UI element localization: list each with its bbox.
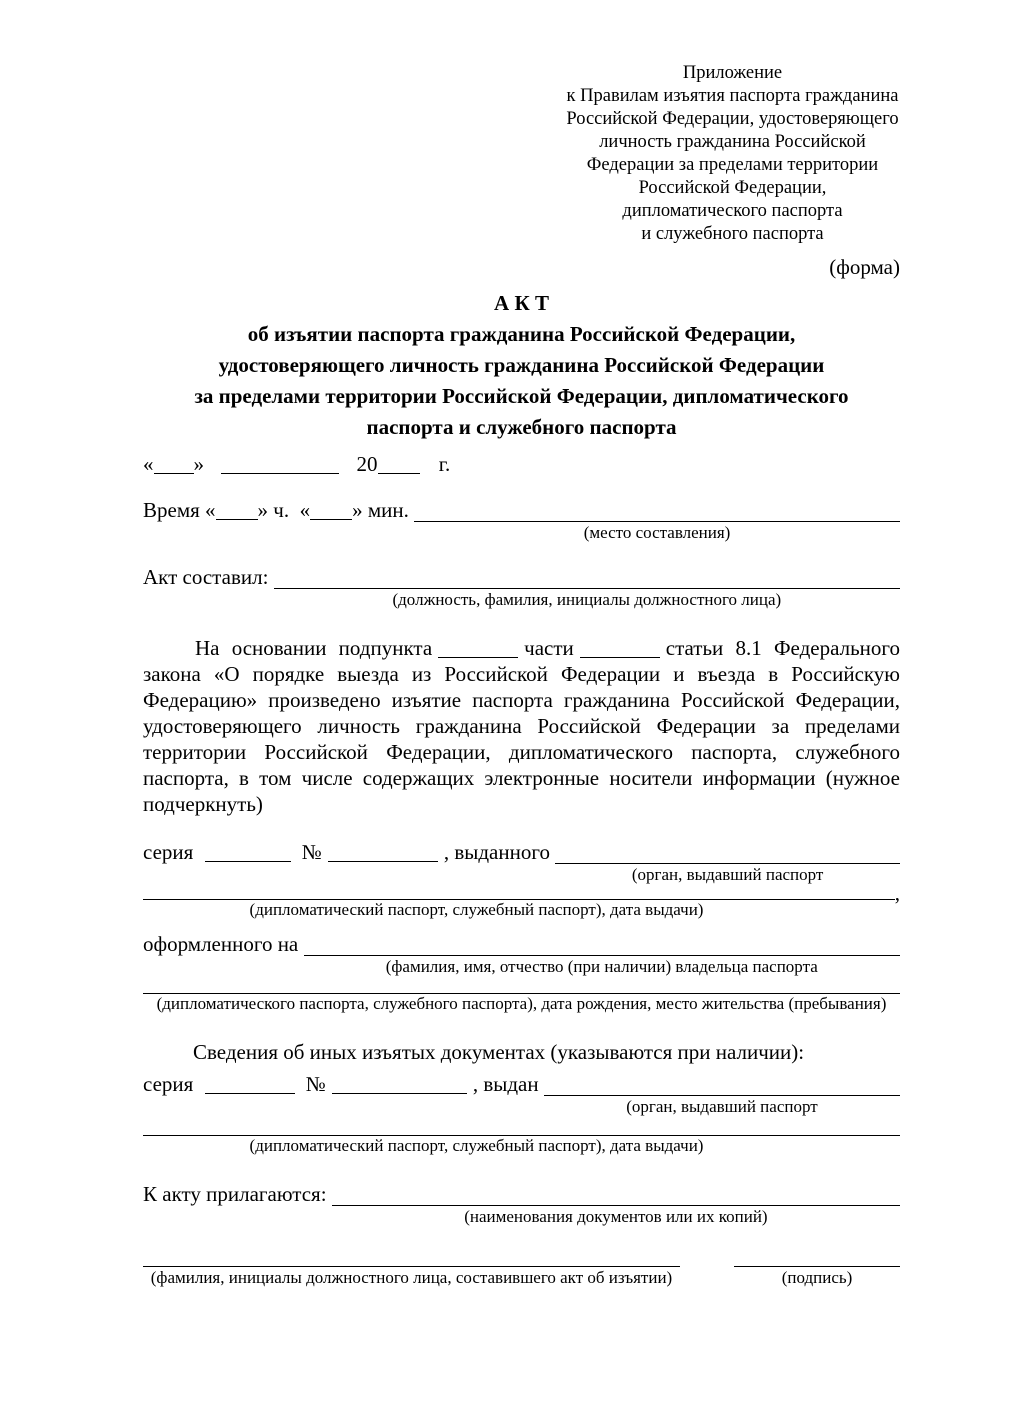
- form-marker: (форма): [829, 255, 900, 279]
- official-name-caption: (фамилия, инициалы должностного лица, составившего акт об изъятии): [150, 1268, 673, 1287]
- appendix-line: Приложение: [682, 63, 783, 83]
- number-field[interactable]: [328, 840, 438, 862]
- title-line: паспорта и служебного паспорта: [366, 415, 677, 439]
- trailing-comma: ,: [894, 881, 900, 905]
- hours-field[interactable]: [216, 498, 258, 520]
- close-quote: »: [193, 452, 204, 476]
- title-line: об изъятии паспорта гражданина Российской Федерации,: [247, 322, 796, 346]
- holder-continuation-line: [143, 980, 900, 994]
- holder-details-caption: (дипломатического паспорта, служебного паспорта), дата рождения, место жительства (пребывания): [156, 994, 887, 1013]
- legal-basis-paragraph: [143, 635, 900, 817]
- issued-label: , выданного: [443, 840, 556, 864]
- issuer-caption: (орган, выдавший паспорт: [631, 865, 824, 884]
- signature-caption: (подпись): [781, 1268, 853, 1287]
- attachments-caption: (наименования документов или их копий): [464, 1207, 768, 1226]
- title-line: удостоверяющего личность гражданина Российской Федерации: [218, 353, 825, 377]
- close-quote: »: [352, 498, 363, 522]
- day-field[interactable]: [154, 452, 194, 474]
- time-place-row: [143, 497, 900, 542]
- author-field[interactable]: [274, 564, 900, 589]
- appendix-reference-block: [565, 62, 900, 246]
- other-issuer-continuation-line: [143, 1122, 900, 1136]
- title-line: за пределами территории Российской Федерации, дипломатического: [194, 384, 849, 408]
- holder-continuation-field[interactable]: [143, 979, 900, 994]
- official-name-field[interactable]: [143, 1248, 680, 1267]
- holder-field-wrap: [304, 931, 900, 976]
- open-quote: «: [143, 452, 154, 476]
- holder-label: оформленного на: [143, 932, 304, 956]
- other-issuer-continuation-field[interactable]: [143, 1121, 900, 1136]
- year-suffix: г.: [438, 452, 451, 476]
- month-field[interactable]: [221, 452, 339, 474]
- appendix-line: Федерации за пределами территории: [586, 155, 879, 175]
- signature-column: [734, 1248, 900, 1287]
- signature-row: [143, 1248, 900, 1287]
- year-prefix: 20: [356, 452, 378, 476]
- author-label: Акт составил:: [143, 565, 269, 589]
- place-field[interactable]: [414, 497, 900, 522]
- open-quote: «: [205, 498, 216, 522]
- attachments-label: К акту прилагаются:: [143, 1182, 332, 1206]
- issue-date-caption: (дипломатический паспорт, служебный паспорт), дата выдачи): [249, 900, 704, 919]
- appendix-line: к Правилам изъятия паспорта гражданина: [566, 86, 899, 106]
- signature-field[interactable]: [734, 1248, 900, 1267]
- issuer-continuation-line: [143, 881, 900, 905]
- open-quote: «: [299, 498, 311, 522]
- hours-suffix: ч.: [273, 498, 290, 522]
- issuer-field-wrap: [555, 839, 900, 884]
- number-label: №: [301, 840, 322, 864]
- minutes-suffix: мин.: [367, 498, 409, 522]
- appendix-line: дипломатического паспорта: [622, 201, 843, 221]
- author-row: [143, 564, 900, 609]
- basis-segment: части: [524, 636, 574, 660]
- author-caption: (должность, фамилия, инициалы должностного лица): [392, 590, 782, 609]
- date-line: [143, 451, 900, 477]
- other-documents-heading: Сведения об иных изъятых документах (указываются при наличии):: [193, 1040, 805, 1064]
- other-number-field[interactable]: [332, 1072, 467, 1094]
- passport-series-labels: [143, 839, 555, 884]
- number-label: №: [305, 1072, 326, 1096]
- appendix-line: Российской Федерации,: [638, 178, 827, 198]
- holder-caption: (фамилия, имя, отчество (при наличии) владельца паспорта: [385, 957, 818, 976]
- document-title: [143, 288, 900, 443]
- series-label: серия: [143, 840, 194, 864]
- subparagraph-field[interactable]: [438, 636, 518, 658]
- official-name-column: [143, 1248, 680, 1287]
- basis-segment: На основании подпункта: [195, 636, 433, 660]
- appendix-line: и служебного паспорта: [641, 224, 824, 244]
- other-issue-date-caption: (дипломатический паспорт, служебный паспорт), дата выдачи): [249, 1136, 704, 1155]
- time-label-group: [143, 497, 414, 542]
- series-field[interactable]: [205, 840, 291, 862]
- time-label: Время: [143, 498, 200, 522]
- other-series-field[interactable]: [205, 1072, 295, 1094]
- other-issuer-caption: (орган, выдавший паспорт: [626, 1097, 818, 1116]
- attachments-field-wrap: [332, 1181, 900, 1226]
- minutes-field[interactable]: [310, 498, 352, 520]
- appendix-line: личность гражданина Российской: [599, 132, 866, 152]
- attachments-field[interactable]: [332, 1181, 900, 1206]
- issuer-continuation-field[interactable]: [143, 885, 895, 900]
- title-line: А К Т: [494, 291, 549, 315]
- place-caption: (место составления): [583, 523, 731, 542]
- issuer-field[interactable]: [555, 839, 900, 864]
- attachments-row: [143, 1181, 900, 1226]
- part-field[interactable]: [580, 636, 660, 658]
- holder-field[interactable]: [304, 931, 900, 956]
- basis-segment: статьи 8.1 Федерального закона «О порядке выезда из Российской Федерации и въезда в Российскую Федерацию» произведено изъятие паспорта гражданина Российской Федерации, удостоверяющего личность гражданина Российской Федерации за пределами территории Российской Федерации, дипломатического паспорта, служебного паспорта, в том числе содержащих электронные носители информации (нужное подчеркнуть): [143, 636, 900, 816]
- other-issuer-field[interactable]: [544, 1071, 900, 1096]
- holder-row: [143, 931, 900, 976]
- other-issuer-field-wrap: [544, 1071, 900, 1116]
- signature-gap: [680, 1248, 734, 1287]
- series-label: серия: [143, 1072, 194, 1096]
- other-doc-series-labels: [143, 1071, 544, 1116]
- close-quote: »: [257, 498, 269, 522]
- passport-series-row: [143, 839, 900, 884]
- appendix-line: Российской Федерации, удостоверяющего: [566, 109, 899, 129]
- year-field[interactable]: [378, 452, 420, 474]
- other-doc-series-row: [143, 1071, 900, 1116]
- place-field-wrap: [414, 497, 900, 542]
- issued-label: , выдан: [472, 1072, 544, 1096]
- author-field-wrap: [274, 564, 900, 609]
